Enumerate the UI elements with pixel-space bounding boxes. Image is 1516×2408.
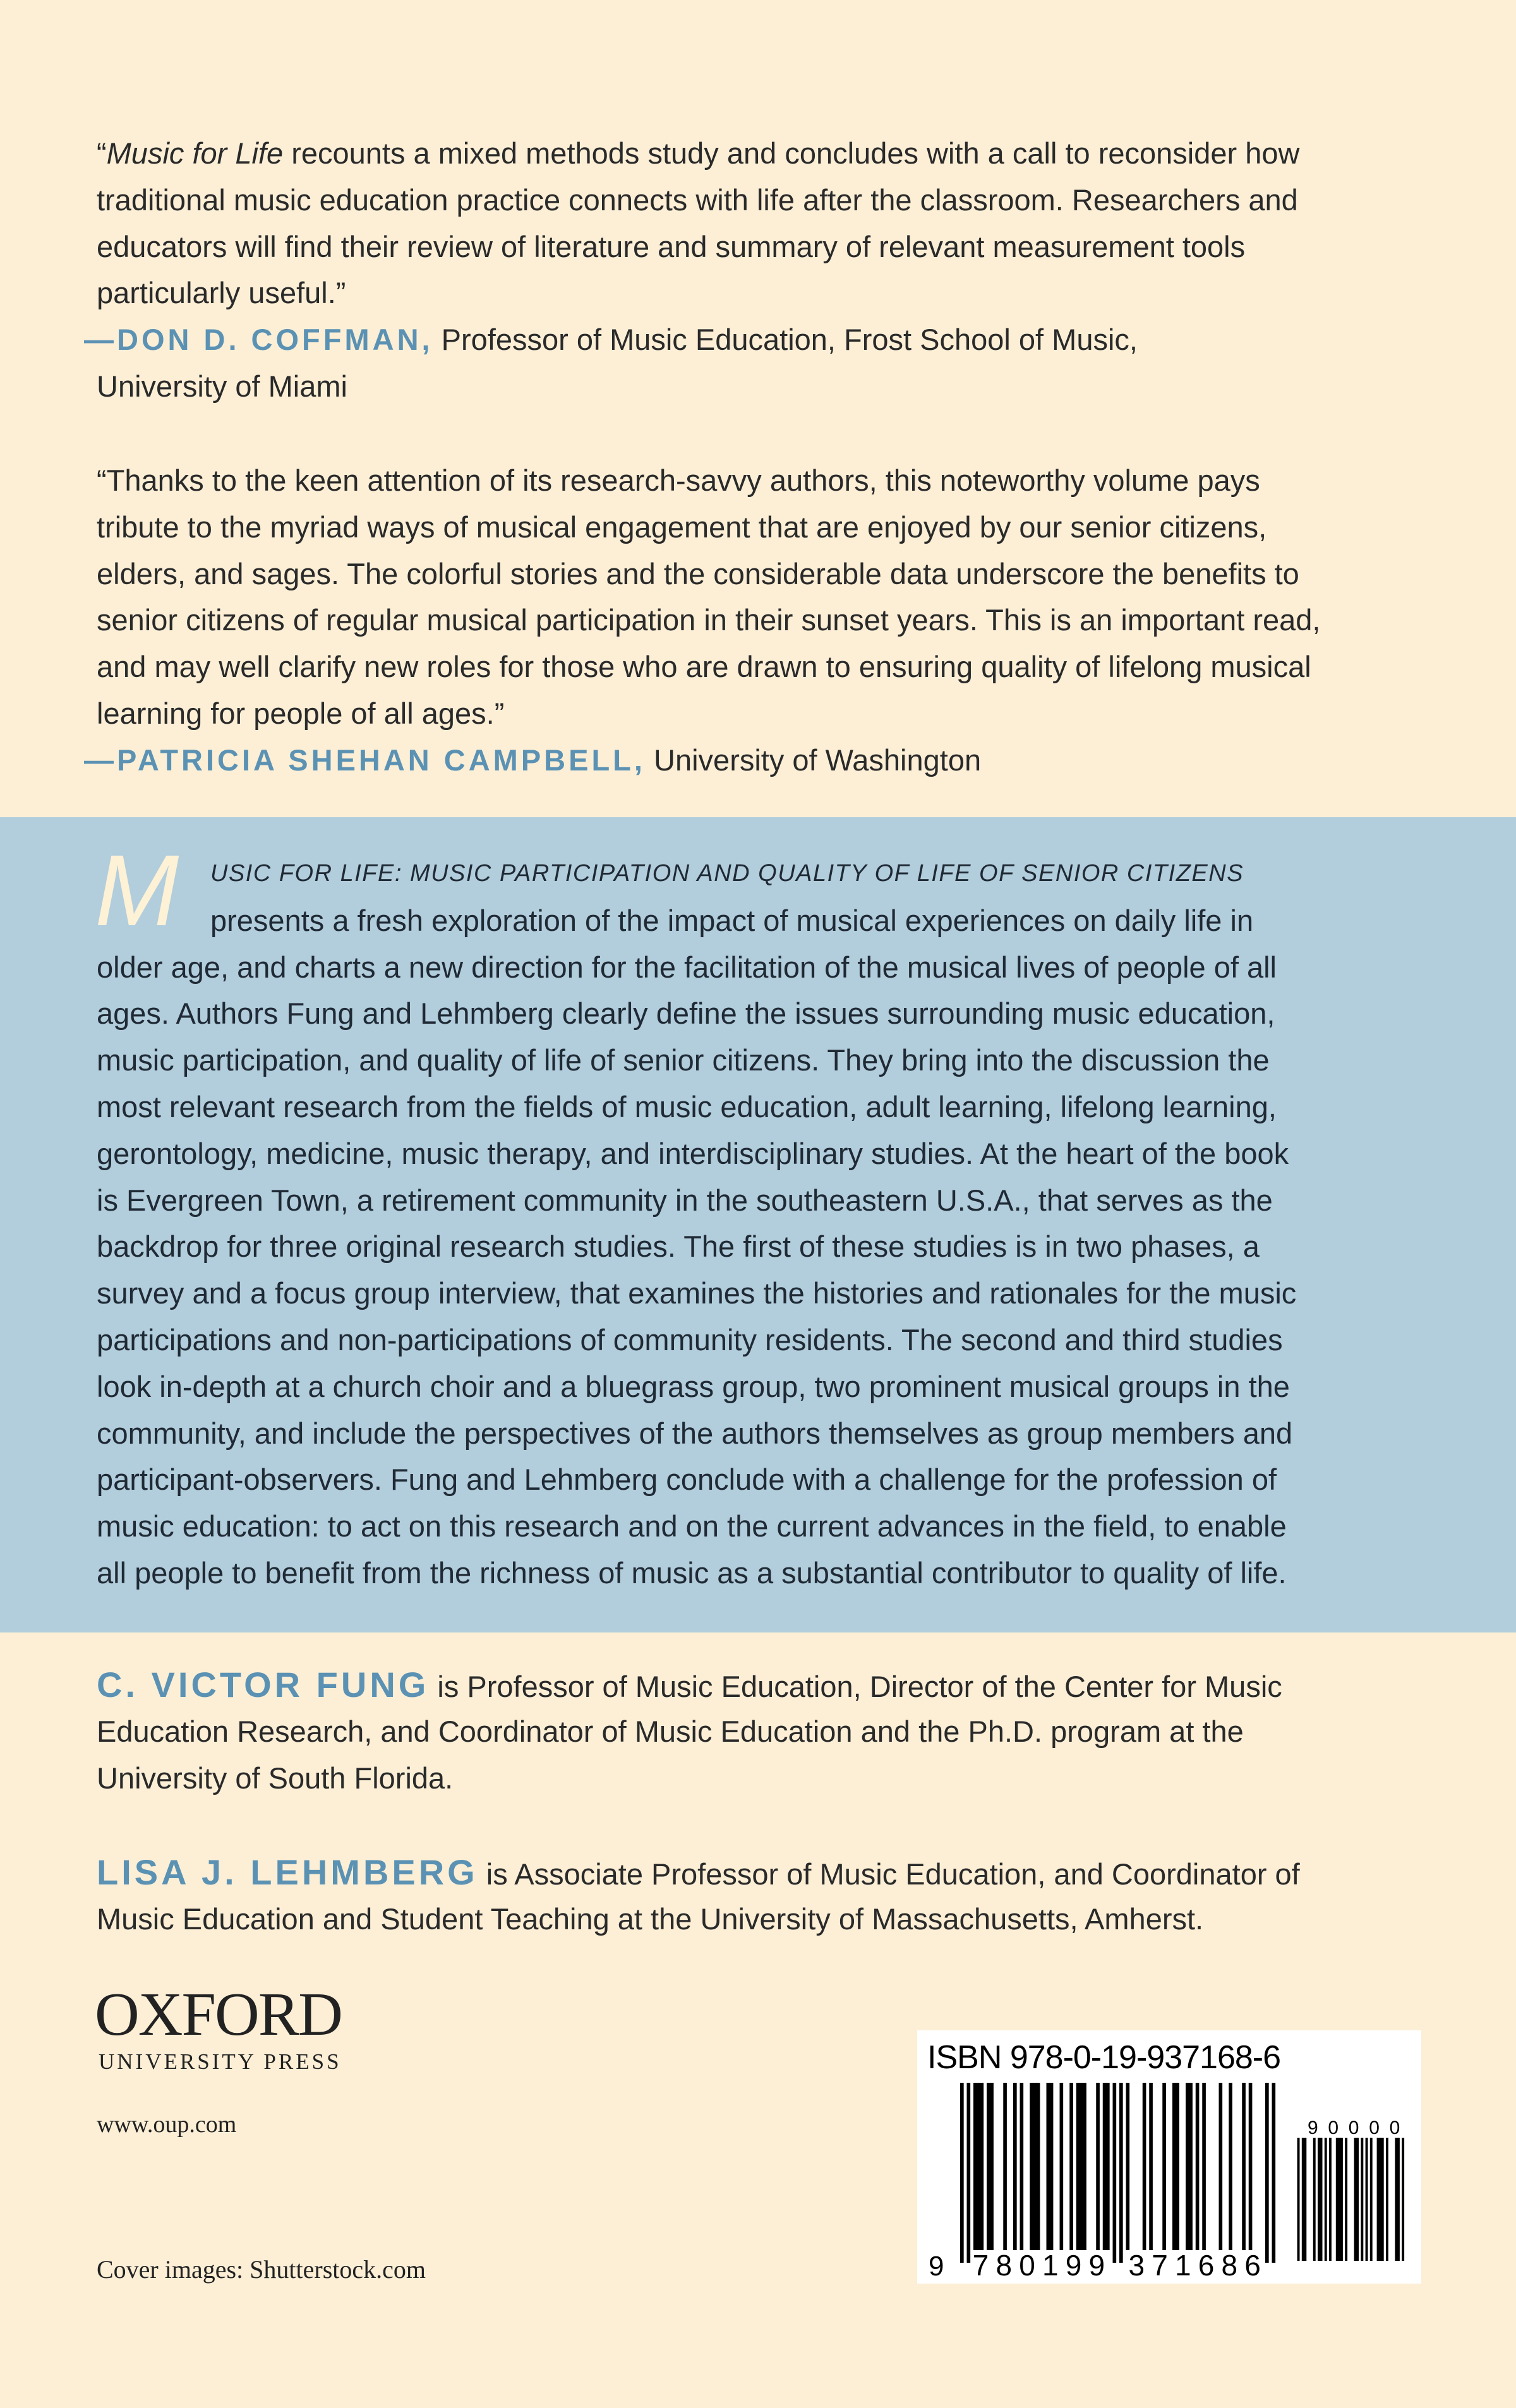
- addon-bar: [1297, 2138, 1300, 2261]
- bio-text: is Associate Professor of Music Education, and Coordinator of: [478, 1857, 1300, 1891]
- quote-line: learning for people of all ages.”: [97, 696, 505, 730]
- bio-line: University of South Florida.: [97, 1761, 454, 1795]
- barcode-bar: [967, 2083, 971, 2263]
- quote-line: traditional music education practice connects with life after the classroom. Researchers and: [97, 183, 1298, 217]
- addon-bar: [1366, 2138, 1368, 2261]
- barcode-bar: [1172, 2083, 1176, 2250]
- barcode-bar: [1080, 2083, 1083, 2250]
- addon-bar: [1313, 2138, 1316, 2261]
- addon-bar: [1356, 2138, 1359, 2261]
- review-quote-campbell: [84, 457, 1448, 784]
- addon-bar: [1370, 2138, 1373, 2261]
- description-line: gerontology, medicine, music therapy, and interdisciplinary studies. At the heart of the book: [97, 1136, 1289, 1170]
- drop-cap: M: [95, 834, 179, 947]
- barcode-bar: [980, 2083, 984, 2250]
- publisher-logo: OXFORD: [95, 1980, 342, 2049]
- barcode-bar: [1176, 2083, 1179, 2250]
- reviewer-name: —DON D. COFFMAN,: [84, 323, 433, 357]
- barcode-bar: [1143, 2083, 1146, 2250]
- barcode-bar: [1265, 2083, 1269, 2263]
- bio-line: Education Research, and Coordinator of Music Education and the Ph.D. program at the: [97, 1714, 1244, 1748]
- barcode-bar: [1119, 2083, 1123, 2263]
- barcode-bar: [1162, 2083, 1166, 2250]
- bio-text: is Professor of Music Education, Director of the Center for Music: [429, 1670, 1282, 1703]
- isbn-label: ISBN 978-0-19-937168-6: [927, 2039, 1281, 2076]
- addon-bar: [1345, 2138, 1347, 2261]
- barcode-bar: [1229, 2083, 1232, 2250]
- barcode-digit: 9: [1088, 2249, 1105, 2282]
- description-line: backdrop for three original research studies. The first of these studies is in two phases, a: [97, 1230, 1260, 1264]
- description-heading: USIC FOR LIFE: MUSIC PARTICIPATION AND QUALITY OF LIFE OF SENIOR CITIZENS: [210, 860, 1244, 887]
- addon-bar: [1397, 2138, 1400, 2261]
- barcode-bar: [1219, 2083, 1223, 2250]
- barcode-bar: [977, 2083, 980, 2250]
- addon-bar: [1325, 2138, 1327, 2261]
- barcode-digit: 8: [1221, 2249, 1238, 2282]
- barcode-bar: [1186, 2083, 1189, 2250]
- addon-bar: [1336, 2138, 1339, 2261]
- addon-bar: [1377, 2138, 1380, 2261]
- addon-bar: [1354, 2138, 1357, 2261]
- description-line: participations and non-participations of community residents. The second and third studies: [97, 1322, 1283, 1357]
- addon-bar: [1361, 2138, 1363, 2261]
- barcode-digit: 9: [1065, 2249, 1082, 2282]
- barcode-bar: [1069, 2083, 1073, 2250]
- book-description: [97, 851, 1448, 1596]
- book-title-italic: Music for Life: [106, 136, 284, 170]
- barcode-digit: 9: [929, 2251, 944, 2282]
- barcode-bar: [1020, 2083, 1024, 2250]
- addon-bar: [1329, 2138, 1332, 2261]
- addon-bar: [1320, 2138, 1323, 2261]
- barcode-digit: 8: [996, 2249, 1013, 2282]
- barcode-bar: [1272, 2083, 1276, 2263]
- quote-line: [97, 130, 1448, 177]
- barcode-bar: [1003, 2083, 1007, 2250]
- attribution: [84, 737, 1448, 784]
- barcode-bar: [1126, 2083, 1130, 2250]
- barcode-digit: 7: [972, 2249, 989, 2282]
- description-line: survey and a focus group interview, that examines the histories and rationales for the music: [97, 1276, 1297, 1310]
- description-line: music education: to act on this research and on the current advances in the field, to enable: [97, 1509, 1287, 1543]
- reviewer-affiliation: University of Washington: [645, 743, 982, 777]
- addon-digit: 0: [1348, 2117, 1359, 2138]
- barcode-bar: [960, 2083, 964, 2263]
- addon-bar: [1402, 2138, 1404, 2261]
- addon-bar: [1338, 2138, 1340, 2261]
- addon-bar: [1302, 2138, 1304, 2261]
- quote-line: particularly useful.”: [97, 276, 346, 310]
- quote-line: elders, and sages. The colorful stories and the considerable data underscore the benefits to: [97, 556, 1299, 590]
- addon-bar: [1386, 2138, 1388, 2261]
- barcode-digit: 0: [1019, 2249, 1035, 2282]
- description-line: music participation, and quality of life of senior citizens. They bring into the discussion the: [97, 1043, 1270, 1077]
- barcode-bar: [1196, 2083, 1200, 2250]
- barcode-bar: [973, 2083, 977, 2250]
- barcode-bar: [1103, 2083, 1107, 2250]
- description-line: participant-observers. Fung and Lehmberg conclude with a challenge for the profession of: [97, 1463, 1277, 1497]
- publisher-logo-subtitle: UNIVERSITY PRESS: [99, 2049, 342, 2074]
- quote-line: senior citizens of regular musical participation in their sunset years. This is an important read,: [97, 603, 1321, 637]
- barcode-bar: [1013, 2083, 1017, 2250]
- addon-bar: [1340, 2138, 1343, 2261]
- barcode-bar: [1076, 2083, 1080, 2250]
- barcode-bar: [990, 2083, 994, 2250]
- attribution: [84, 316, 1448, 363]
- addon-bar: [1381, 2138, 1384, 2261]
- barcode-bar: [1113, 2083, 1117, 2263]
- addon-digit: 0: [1369, 2117, 1380, 2138]
- barcode-bar: [1106, 2083, 1110, 2250]
- publisher-website[interactable]: www.oup.com: [97, 2111, 237, 2138]
- addon-bar: [1395, 2138, 1397, 2261]
- addon-digit: 9: [1308, 2117, 1318, 2138]
- description-line: is Evergreen Town, a retirement community in the southeastern U.S.A., that serves as the: [97, 1183, 1273, 1217]
- barcode-bar: [987, 2083, 990, 2250]
- addon-bar: [1379, 2138, 1381, 2261]
- description-band: [0, 817, 1516, 1632]
- barcode-digit: 1: [1042, 2249, 1059, 2282]
- author-name: LISA J. LEHMBERG: [97, 1852, 478, 1892]
- barcode-bar: [1033, 2083, 1037, 2250]
- addon-digit: 0: [1389, 2117, 1400, 2138]
- attribution-line: University of Miami: [97, 369, 347, 403]
- quote-line: “Thanks to the keen attention of its research-savvy authors, this noteworthy volume pays: [97, 464, 1260, 497]
- quote-line: and may well clarify new roles for those who are drawn to ensuring quality of lifelong musical: [97, 650, 1311, 684]
- description-line: presents a fresh exploration of the impact of musical experiences on daily life in: [210, 903, 1254, 937]
- description-line: all people to benefit from the richness of music as a substantial contributor to quality of life.: [97, 1555, 1287, 1590]
- barcode-bar: [1083, 2083, 1086, 2250]
- barcode-bar: [1242, 2083, 1246, 2250]
- bio-line: Music Education and Student Teaching at the University of Massachusetts, Amherst.: [97, 1902, 1204, 1936]
- barcode-digit: 6: [1198, 2249, 1215, 2282]
- barcode-bar: [1037, 2083, 1040, 2250]
- description-line: ages. Authors Fung and Lehmberg clearly define the issues surrounding music education,: [97, 997, 1275, 1031]
- review-quote-coffman: [84, 130, 1448, 410]
- cover-credit: Cover images: Shutterstock.com: [97, 2255, 426, 2284]
- addon-bar: [1318, 2138, 1320, 2261]
- reviewer-name: —PATRICIA SHEHAN CAMPBELL,: [84, 743, 646, 777]
- description-line: older age, and charts a new direction for the facilitation of the musical lives of people of all: [97, 950, 1277, 984]
- open-quote: “: [97, 136, 107, 170]
- barcode-digit: 6: [1244, 2249, 1261, 2282]
- barcode-bar: [1047, 2083, 1050, 2250]
- author-bio-lehmberg: [97, 1849, 1448, 1943]
- author-name: C. VICTOR FUNG: [97, 1665, 430, 1704]
- author-bio-fung: [97, 1662, 1448, 1801]
- description-line: community, and include the perspectives of the authors themselves as group members and: [97, 1416, 1293, 1450]
- quote-line: tribute to the myriad ways of musical engagement that are enjoyed by our senior citizens,: [97, 510, 1267, 544]
- bio-line: [97, 1662, 1448, 1708]
- quote-text: recounts a mixed methods study and concludes with a call to reconsider how: [283, 136, 1300, 170]
- barcode-digit: 1: [1175, 2249, 1191, 2282]
- barcode-bar: [1030, 2083, 1033, 2250]
- barcode-bar: [1060, 2083, 1064, 2250]
- quote-line: educators will find their review of literature and summary of relevant measurement tools: [97, 229, 1246, 263]
- reviewer-title: Professor of Music Education, Frost School of Music,: [433, 323, 1138, 357]
- barcode-bar: [1050, 2083, 1054, 2250]
- barcode-bar: [1249, 2083, 1253, 2250]
- addon-digit: 0: [1328, 2117, 1339, 2138]
- description-line: most relevant research from the fields of music education, adult learning, lifelong learning,: [97, 1089, 1277, 1123]
- barcode-bar: [1096, 2083, 1100, 2250]
- barcode-bar: [1149, 2083, 1153, 2250]
- bio-line: [97, 1849, 1448, 1896]
- barcode-digit: 7: [1152, 2249, 1168, 2282]
- barcode-bar: [1189, 2083, 1193, 2250]
- addon-bar: [1304, 2138, 1306, 2261]
- barcode-digit: 3: [1128, 2249, 1145, 2282]
- description-line: look in-depth at a church choir and a bluegrass group, two prominent musical groups in the: [97, 1369, 1290, 1403]
- barcode-bar: [1202, 2083, 1206, 2250]
